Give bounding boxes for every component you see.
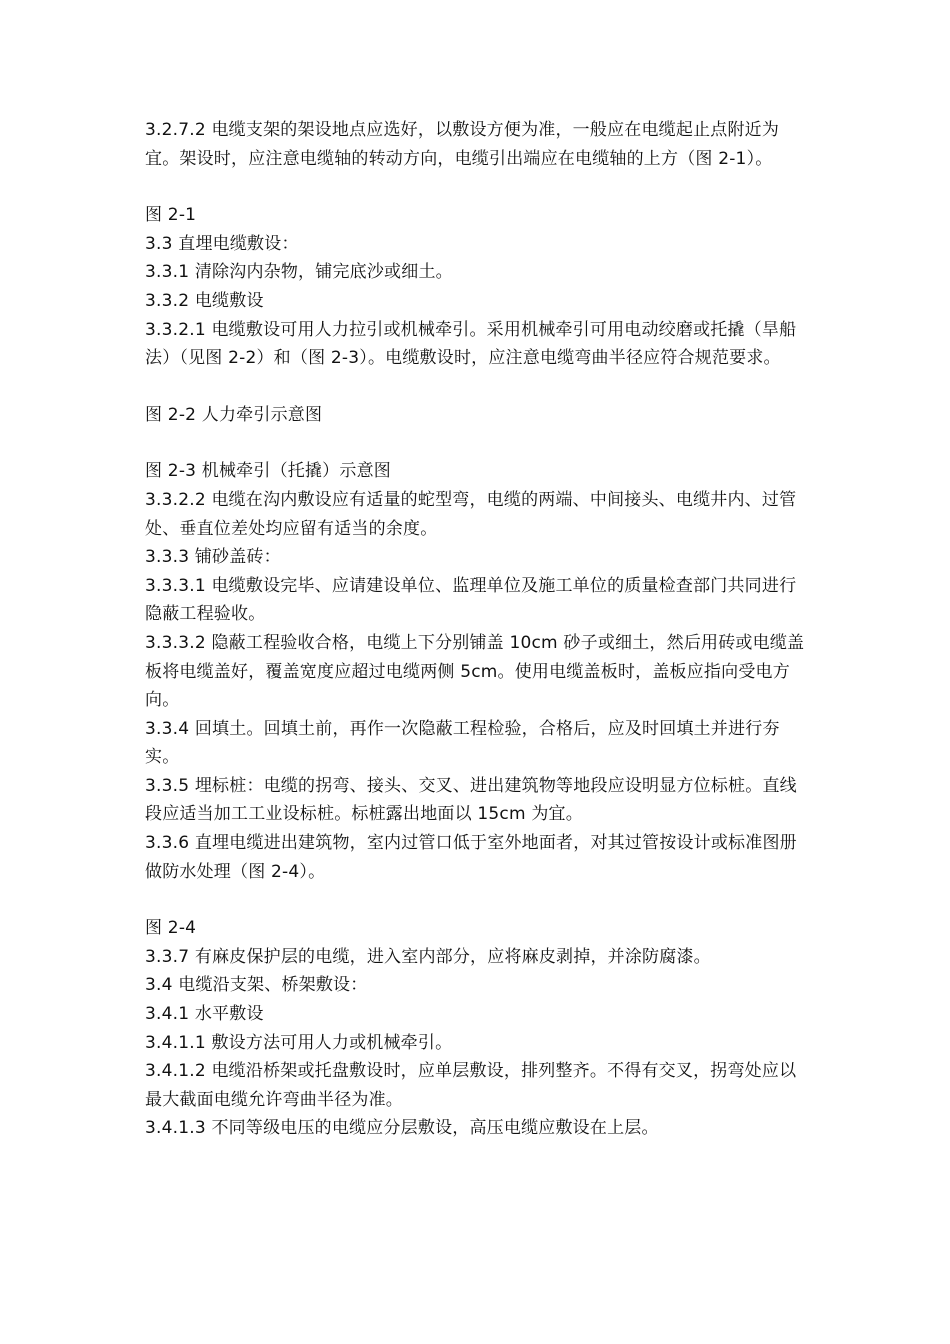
document-paragraph: 3.4.1 水平敷设 bbox=[145, 1004, 264, 1025]
paragraph-spacer bbox=[145, 173, 810, 201]
paragraph-spacer bbox=[145, 886, 810, 914]
document-paragraph: 3.3.2.2 电缆在沟内敷设应有适量的蛇型弯，电缆的两端、中间接头、电缆井内、过管处、垂直位差处均应留有适当的余度。 bbox=[145, 489, 797, 539]
document-paragraph: 3.3.2 电缆敷设 bbox=[145, 290, 264, 311]
document-paragraph: 3.3.4 回填土。回填土前，再作一次隐蔽工程检验，合格后，应及时回填土并进行夯实。 bbox=[145, 718, 780, 768]
document-paragraph: 3.3 直埋电缆敷设： bbox=[145, 233, 299, 254]
document-paragraph: 3.3.3.2 隐蔽工程验收合格，电缆上下分别铺盖 10cm 砂子或细土，然后用砖或电缆盖板将电缆盖好，覆盖宽度应超过电缆两侧 5cm。使用电缆盖板时，盖板应指向受电方向。 bbox=[145, 632, 805, 711]
document-paragraph: 3.3.3.1 电缆敷设完毕、应请建设单位、监理单位及施工单位的质量检查部门共同进行隐蔽工程验收。 bbox=[145, 575, 797, 625]
document-paragraph: 3.3.5 埋标桩：电缆的拐弯、接头、交叉、进出建筑物等地段应设明显方位标桩。直线段应适当加工工业设标桩。标桩露出地面以 15cm 为宜。 bbox=[145, 775, 797, 825]
document-paragraph: 3.4.1.1 敷设方法可用人力或机械牵引。 bbox=[145, 1032, 453, 1053]
paragraph-spacer bbox=[145, 373, 810, 401]
document-paragraph: 3.3.1 清除沟内杂物，铺完底沙或细土。 bbox=[145, 262, 453, 283]
document-paragraph: 图 2-4 bbox=[145, 918, 197, 939]
paragraph-spacer bbox=[145, 429, 810, 457]
document-paragraph: 3.3.6 直埋电缆进出建筑物，室内过管口低于室外地面者，对其过管按设计或标准图册做防水处理（图 2-4）。 bbox=[145, 833, 797, 882]
document-paragraph: 3.4.1.3 不同等级电压的电缆应分层敷设，高压电缆应敷设在上层。 bbox=[145, 1118, 659, 1139]
document-paragraph: 3.3.3 铺砂盖砖： bbox=[145, 547, 281, 568]
document-page bbox=[145, 116, 810, 1143]
document-paragraph: 图 2-1 bbox=[145, 205, 197, 226]
document-paragraph: 3.4.1.2 电缆沿桥架或托盘敷设时，应单层敷设，排列整齐。不得有交叉，拐弯处应以最大截面电缆允许弯曲半径为准。 bbox=[145, 1061, 797, 1110]
document-paragraph: 3.2.7.2 电缆支架的架设地点应选好，以敷设方便为准，一般应在电缆起止点附近为宜。架设时，应注意电缆轴的转动方向，电缆引出端应在电缆轴的上方（图 2-1）。 bbox=[145, 120, 780, 169]
document-paragraph: 3.3.2.1 电缆敷设可用人力拉引或机械牵引。采用机械牵引可用电动绞磨或托撬（旱船法）（见图 2-2）和（图 2-3）。电缆敷设时，应注意电缆弯曲半径应符合规范要求。 bbox=[145, 319, 797, 369]
document-paragraph: 3.3.7 有麻皮保护层的电缆，进入室内部分，应将麻皮剥掉，并涂防腐漆。 bbox=[145, 946, 711, 967]
document-paragraph: 3.4 电缆沿支架、桥架敷设： bbox=[145, 975, 368, 996]
document-paragraph: 图 2-3 机械牵引（托撬）示意图 bbox=[145, 461, 391, 482]
document-paragraph: 图 2-2 人力牵引示意图 bbox=[145, 404, 323, 425]
